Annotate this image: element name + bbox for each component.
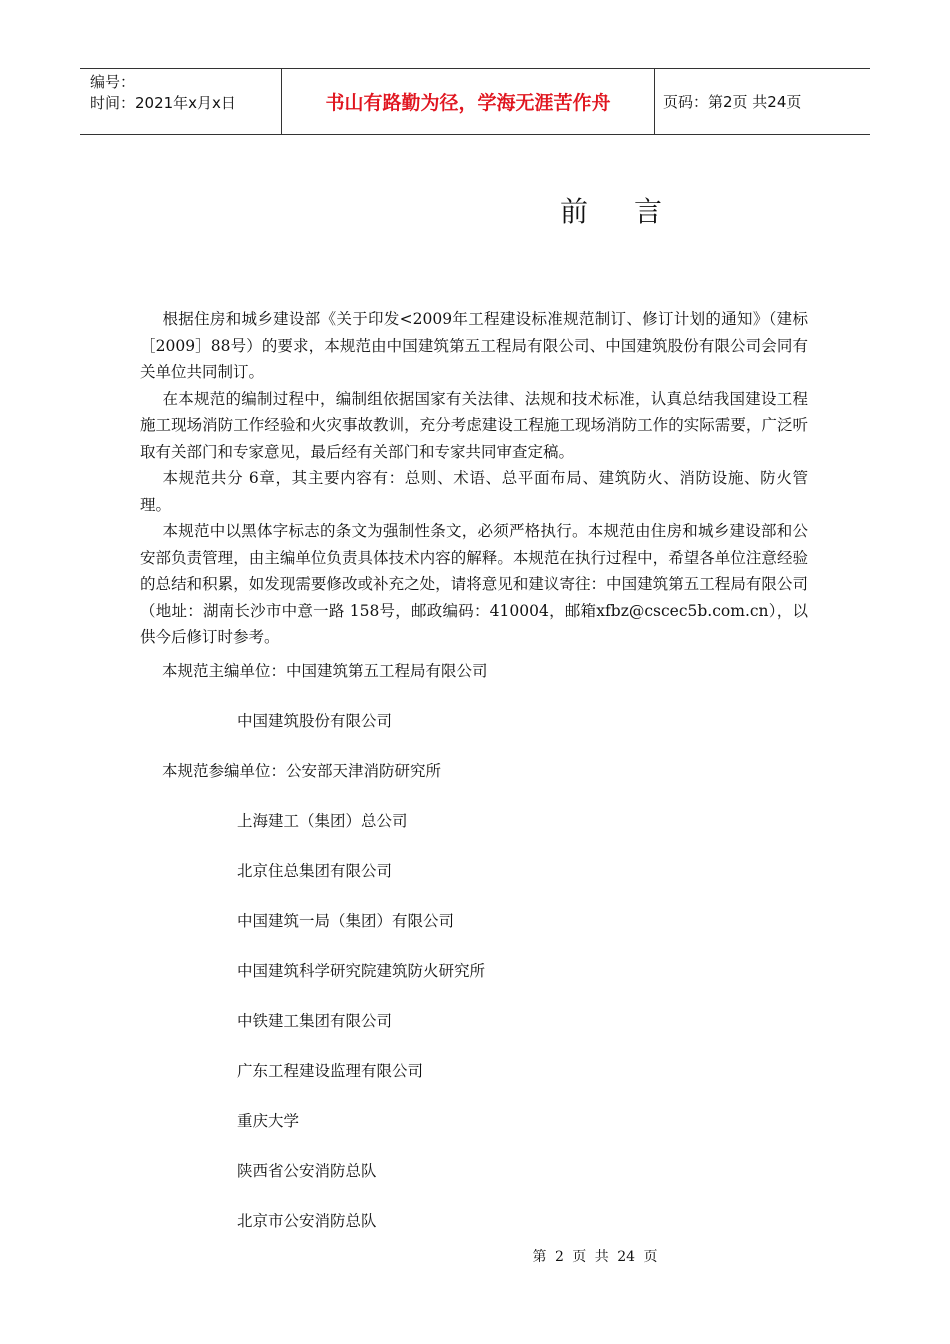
header-motto: 书山有路勤为径，学海无涯苦作舟 [281, 69, 655, 134]
participating-units-line [162, 759, 441, 781]
paragraph: 本规范共分 6章，其主要内容有：总则、术语、总平面布局、建筑防火、消防设施、防火管理。 [140, 469, 808, 514]
header-page-info: 页码：第2页 共24页 [663, 93, 802, 111]
list-item: 公安部天津消防研究所 [286, 762, 442, 780]
header-meta [80, 69, 281, 134]
paragraph: 本规范中以黑体字标志的条文为强制性条文，必须严格执行。本规范由住房和城乡建设部和公安部负责管理，由主编单位负责具体技术内容的解释。本规范在执行过程中，希望各单位注意经验的总结和积累，如发现需要修改或补充之处，请将意见和建议寄往：中国建筑第五工程局有限公司（地址：湖南长沙市中意一路 158号，邮政编码：410004，邮箱xfbz@cscec5b.com.cn），以供今后修订时参考。 [140, 522, 808, 646]
list-item: 陕西省公安消防总队 [237, 1162, 377, 1180]
list-item: 北京市公安消防总队 [237, 1212, 377, 1230]
list-item: 广东工程建设监理有限公司 [237, 1062, 424, 1080]
paragraph: 根据住房和城乡建设部《关于印发<2009年工程建设标准规范制订、修订计划的通知》（建标［2009］88号）的要求，本规范由中国建筑第五工程局有限公司、中国建筑股份有限公司会同有关单位共同制订。 [140, 310, 808, 381]
chief-units-line [162, 659, 488, 681]
document-number-label: 编号： [90, 73, 136, 91]
list-item: 中国建筑股份有限公司 [237, 712, 393, 730]
preface-body [140, 306, 808, 651]
list-item: 上海建工（集团）总公司 [237, 812, 408, 830]
page-title: 前言 [560, 195, 709, 228]
list-item: 中国建筑科学研究院建筑防火研究所 [237, 962, 486, 980]
list-item: 北京住总集团有限公司 [237, 862, 393, 880]
list-item: 重庆大学 [237, 1112, 300, 1130]
page-header [80, 68, 870, 135]
page-footer: 第 2 页 共 24 页 [532, 1249, 658, 1265]
list-item: 中铁建工集团有限公司 [237, 1012, 393, 1030]
document-time: 时间：2021年x月x日 [90, 94, 236, 112]
participating-units-label: 本规范参编单位： [162, 762, 287, 780]
list-item: 中国建筑第五工程局有限公司 [286, 662, 488, 680]
paragraph: 在本规范的编制过程中，编制组依据国家有关法律、法规和技术标准，认真总结我国建设工程施工现场消防工作经验和火灾事故教训，充分考虑建设工程施工现场消防工作的实际需要，广泛听取有关部门和专家意见，最后经有关部门和专家共同审查定稿。 [140, 389, 808, 461]
list-item: 中国建筑一局（集团）有限公司 [237, 912, 455, 930]
chief-units-label: 本规范主编单位： [162, 662, 287, 680]
